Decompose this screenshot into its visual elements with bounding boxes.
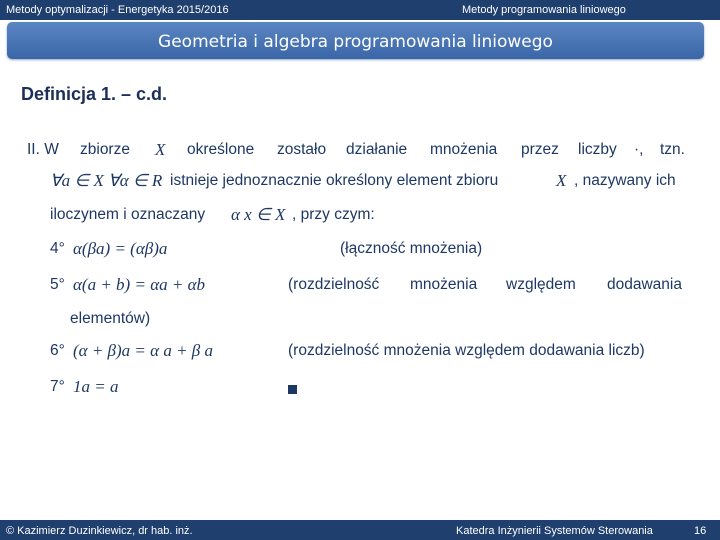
line2-tail: , nazywany ich	[574, 172, 676, 189]
line1-word-liczby: liczby	[578, 141, 617, 158]
rule6-description: (rozdzielność mnożenia względem dodawania liczb)	[288, 342, 645, 359]
line2-set-X: X	[556, 171, 567, 190]
line1-word-mnozenia: mnożenia	[430, 141, 498, 158]
rule5-desc-continued: elementów)	[70, 310, 151, 327]
line1-word-okreslone: określone	[187, 141, 255, 158]
rule5-number: 5°	[50, 276, 65, 293]
line1-word-przez: przez	[521, 141, 559, 158]
rule7-number: 7°	[50, 378, 65, 395]
line1-word-dzialanie: działanie	[346, 141, 408, 158]
line1-word-zostalo: zostało	[277, 141, 327, 158]
rule4-number: 4°	[50, 240, 65, 257]
page-number: 16	[694, 525, 707, 537]
rule5-desc-1: (rozdzielność	[288, 276, 380, 293]
rule7-formula: 1a = a	[73, 377, 119, 396]
slide-title-band	[7, 22, 704, 59]
header-bar	[0, 0, 720, 20]
lecture-title: Metody programowania liniowego	[462, 4, 626, 16]
line1-set-X: X	[155, 140, 166, 159]
rule6-number: 6°	[50, 342, 65, 359]
line2-quantifiers: ∀a ∈ X ∀α ∈ R	[50, 171, 163, 190]
course-title: Metody optymalizacji - Energetyka 2015/2016	[6, 4, 229, 16]
rule5-desc-3: względem	[506, 276, 576, 293]
rule5-formula: α(a + b) = αa + αb	[73, 275, 206, 294]
line1-dot-operator: ·,	[634, 141, 644, 158]
line2-text: istnieje jednoznacznie określony element zbioru	[170, 172, 499, 189]
line3-math: α x ∈ X	[231, 205, 286, 224]
rule6-formula: (α + β)a = α a + β a	[73, 341, 214, 360]
qed-square	[288, 381, 297, 399]
rule5-desc-2: mnożenia	[410, 276, 478, 293]
definition-heading: Definicja 1. – c.d.	[21, 84, 168, 104]
rule4-description: (łączność mnożenia)	[340, 240, 483, 257]
line1-prefix: II. W	[27, 141, 59, 158]
line3-text: iloczynem i oznaczany	[50, 206, 206, 223]
line1-word-tzn: tzn.	[660, 141, 685, 158]
footer-bar	[0, 520, 720, 540]
rule5-desc-4: dodawania	[607, 276, 682, 293]
rule4-formula: α(βa) = (αβ)a	[73, 239, 168, 258]
slide-title: Geometria i algebra programowania liniowego	[158, 32, 553, 52]
line1-word-zbiorze: zbiorze	[80, 141, 130, 158]
line3-tail: , przy czym:	[292, 206, 375, 223]
footer-department: Katedra Inżynierii Systemów Sterowania	[456, 525, 653, 537]
footer-author: © Kazimierz Duzinkiewicz, dr hab. inż.	[6, 525, 193, 537]
